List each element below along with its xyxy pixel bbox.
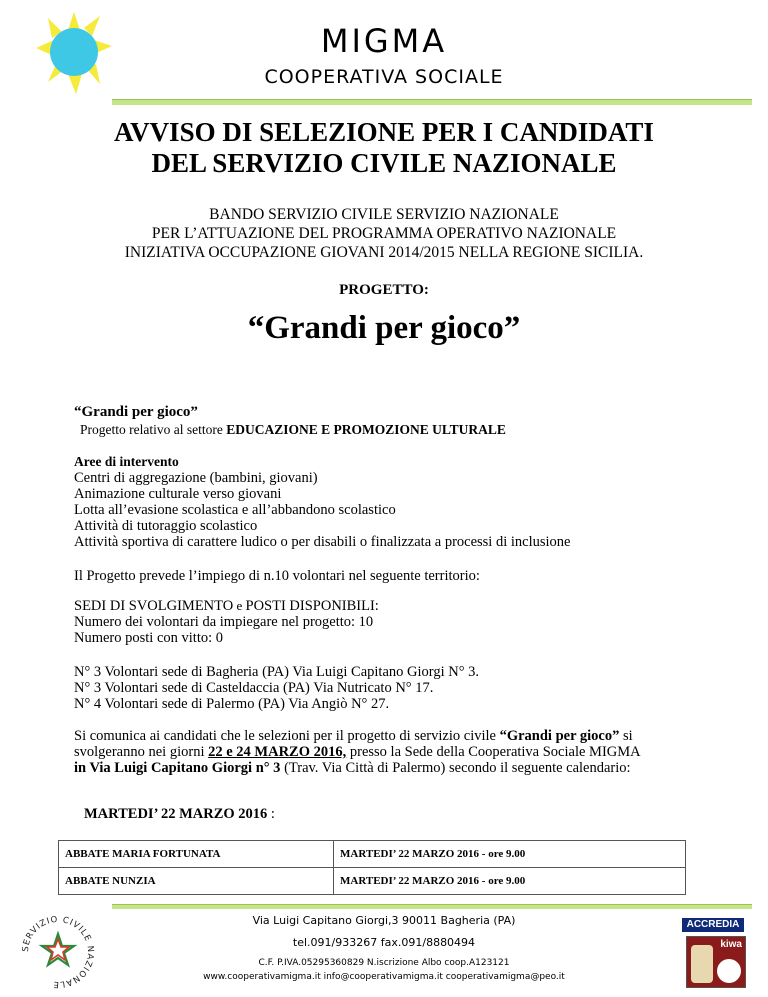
calendar-day-heading-suffix: : (267, 806, 275, 822)
candidate-name: ABBATE MARIA FORTUNATA (59, 841, 334, 868)
candidate-slot: MARTEDI’ 22 MARZO 2016 - ore 9.00 (334, 841, 686, 868)
calendar-day-heading-text: MARTEDI’ 22 MARZO 2016 (84, 806, 268, 822)
notice-title (0, 117, 768, 179)
bando-block (0, 205, 768, 262)
kiwa-label: kiwa (720, 939, 742, 950)
intro-sector-line (74, 422, 694, 438)
volontari-block (74, 664, 694, 712)
aree-item: Centri di aggregazione (bambini, giovani) (74, 470, 318, 486)
sedi-heading-c: POSTI DISPONIBILI: (245, 598, 379, 614)
brand-subtitle: COOPERATIVA SOCIALE (264, 66, 504, 88)
com-p3: si (619, 728, 633, 744)
sedi-heading-a: SEDI DI SVOLGIMENTO (74, 598, 234, 614)
aree-heading: Aree di intervento (74, 454, 179, 469)
calendar-table (58, 840, 686, 895)
progetto-label: PROGETTO: (339, 282, 429, 298)
com-p4: svolgeranno nei giorni (74, 744, 209, 760)
sedi-block (74, 598, 694, 646)
volontari-item: N° 4 Volontari sede di Palermo (PA) Via Angiò N° 27. (74, 696, 390, 712)
com-p2: “Grandi per gioco” (499, 728, 620, 744)
footer-phones: tel.091/933267 fax.091/8880494 (292, 936, 476, 949)
intro-sector: EDUCAZIONE E PROMOZIONE ULTURALE (226, 422, 506, 437)
sedi-heading-b: e (233, 598, 246, 613)
volontari-item: N° 3 Volontari sede di Casteldaccia (PA) Via Nutricato N° 17. (74, 680, 434, 696)
com-p6: presso la Sede della Cooperativa Sociale MIGMA (346, 744, 641, 760)
calendar-day-heading (84, 806, 704, 822)
bando-line3: INIZIATIVA OCCUPAZIONE GIOVANI 2014/2015 NELLA REGIONE SICILIA. (124, 244, 644, 261)
intro-sector-prefix: Progetto relativo al settore (80, 422, 227, 437)
candidate-slot: MARTEDI’ 22 MARZO 2016 - ore 9.00 (334, 868, 686, 895)
footer-fiscal: C.F. P.IVA.05295360829 N.iscrizione Albo coop.A123121 (258, 958, 510, 968)
kiwa-figure-icon (691, 945, 713, 983)
com-p8: (Trav. Via Città di Palermo) secondo il seguente calendario: (280, 760, 631, 776)
numero-volontari: Numero dei volontari da impiegare nel progetto: 10 (74, 614, 374, 630)
table-row (59, 841, 686, 868)
kiwa-seal-icon (717, 959, 741, 983)
header-rule (112, 99, 752, 105)
footer-web: www.cooperativamigma.it info@cooperativamigma.it cooperativamigma@peo.it (203, 972, 565, 982)
project-intro (74, 404, 694, 438)
com-p1: Si comunica ai candidati che le selezioni per il progetto di servizio civile (74, 728, 500, 744)
kiwa-logo (686, 936, 746, 988)
comunicazione-line2 (74, 744, 698, 760)
comunicazione-line3 (74, 760, 698, 776)
comunicazione-block (74, 728, 698, 776)
impiego-text: Il Progetto prevede l’impiego di n.10 volontari nel seguente territorio: (74, 568, 480, 584)
brand-name: MIGMA (320, 22, 448, 60)
accredia-logo: ACCREDIA (682, 918, 744, 932)
intro-name: “Grandi per gioco” (74, 404, 198, 420)
aree-block (74, 454, 694, 550)
footer-address: Via Luigi Capitano Giorgi,3 90011 Bagheria (PA) (252, 914, 516, 927)
aree-item: Attività sportiva di carattere ludico o per disabili o finalizzata a processi di inclusione (74, 534, 571, 550)
candidate-name: ABBATE NUNZIA (59, 868, 334, 895)
comunicazione-line1 (74, 728, 698, 744)
footer-rule (112, 904, 752, 909)
volontari-item: N° 3 Volontari sede di Bagheria (PA) Via Luigi Capitano Giorgi N° 3. (74, 664, 480, 680)
bando-line2: PER L’ATTUAZIONE DEL PROGRAMMA OPERATIVO NAZIONALE (151, 225, 617, 242)
numero-vitto: Numero posti con vitto: 0 (74, 630, 224, 646)
sedi-heading (74, 598, 694, 614)
aree-item: Animazione culturale verso giovani (74, 486, 282, 502)
notice-title-line2: DEL SERVIZIO CIVILE NAZIONALE (151, 148, 617, 178)
table-row (59, 868, 686, 895)
com-p5: 22 e 24 MARZO 2016, (208, 744, 347, 760)
project-title: “Grandi per gioco” (247, 310, 521, 346)
notice-title-line1: AVVISO DI SELEZIONE PER I CANDIDATI (114, 117, 654, 147)
com-p7: in Via Luigi Capitano Giorgi n° 3 (74, 760, 281, 776)
aree-item: Attività di tutoraggio scolastico (74, 518, 258, 534)
aree-item: Lotta all’evasione scolastica e all’abbandono scolastico (74, 502, 396, 518)
svg-text:SERVIZIO CIVILE NAZIONALE: SERVIZIO CIVILE NAZIONALE (20, 914, 96, 990)
bando-line1: BANDO SERVIZIO CIVILE SERVIZIO NAZIONALE (209, 206, 559, 223)
